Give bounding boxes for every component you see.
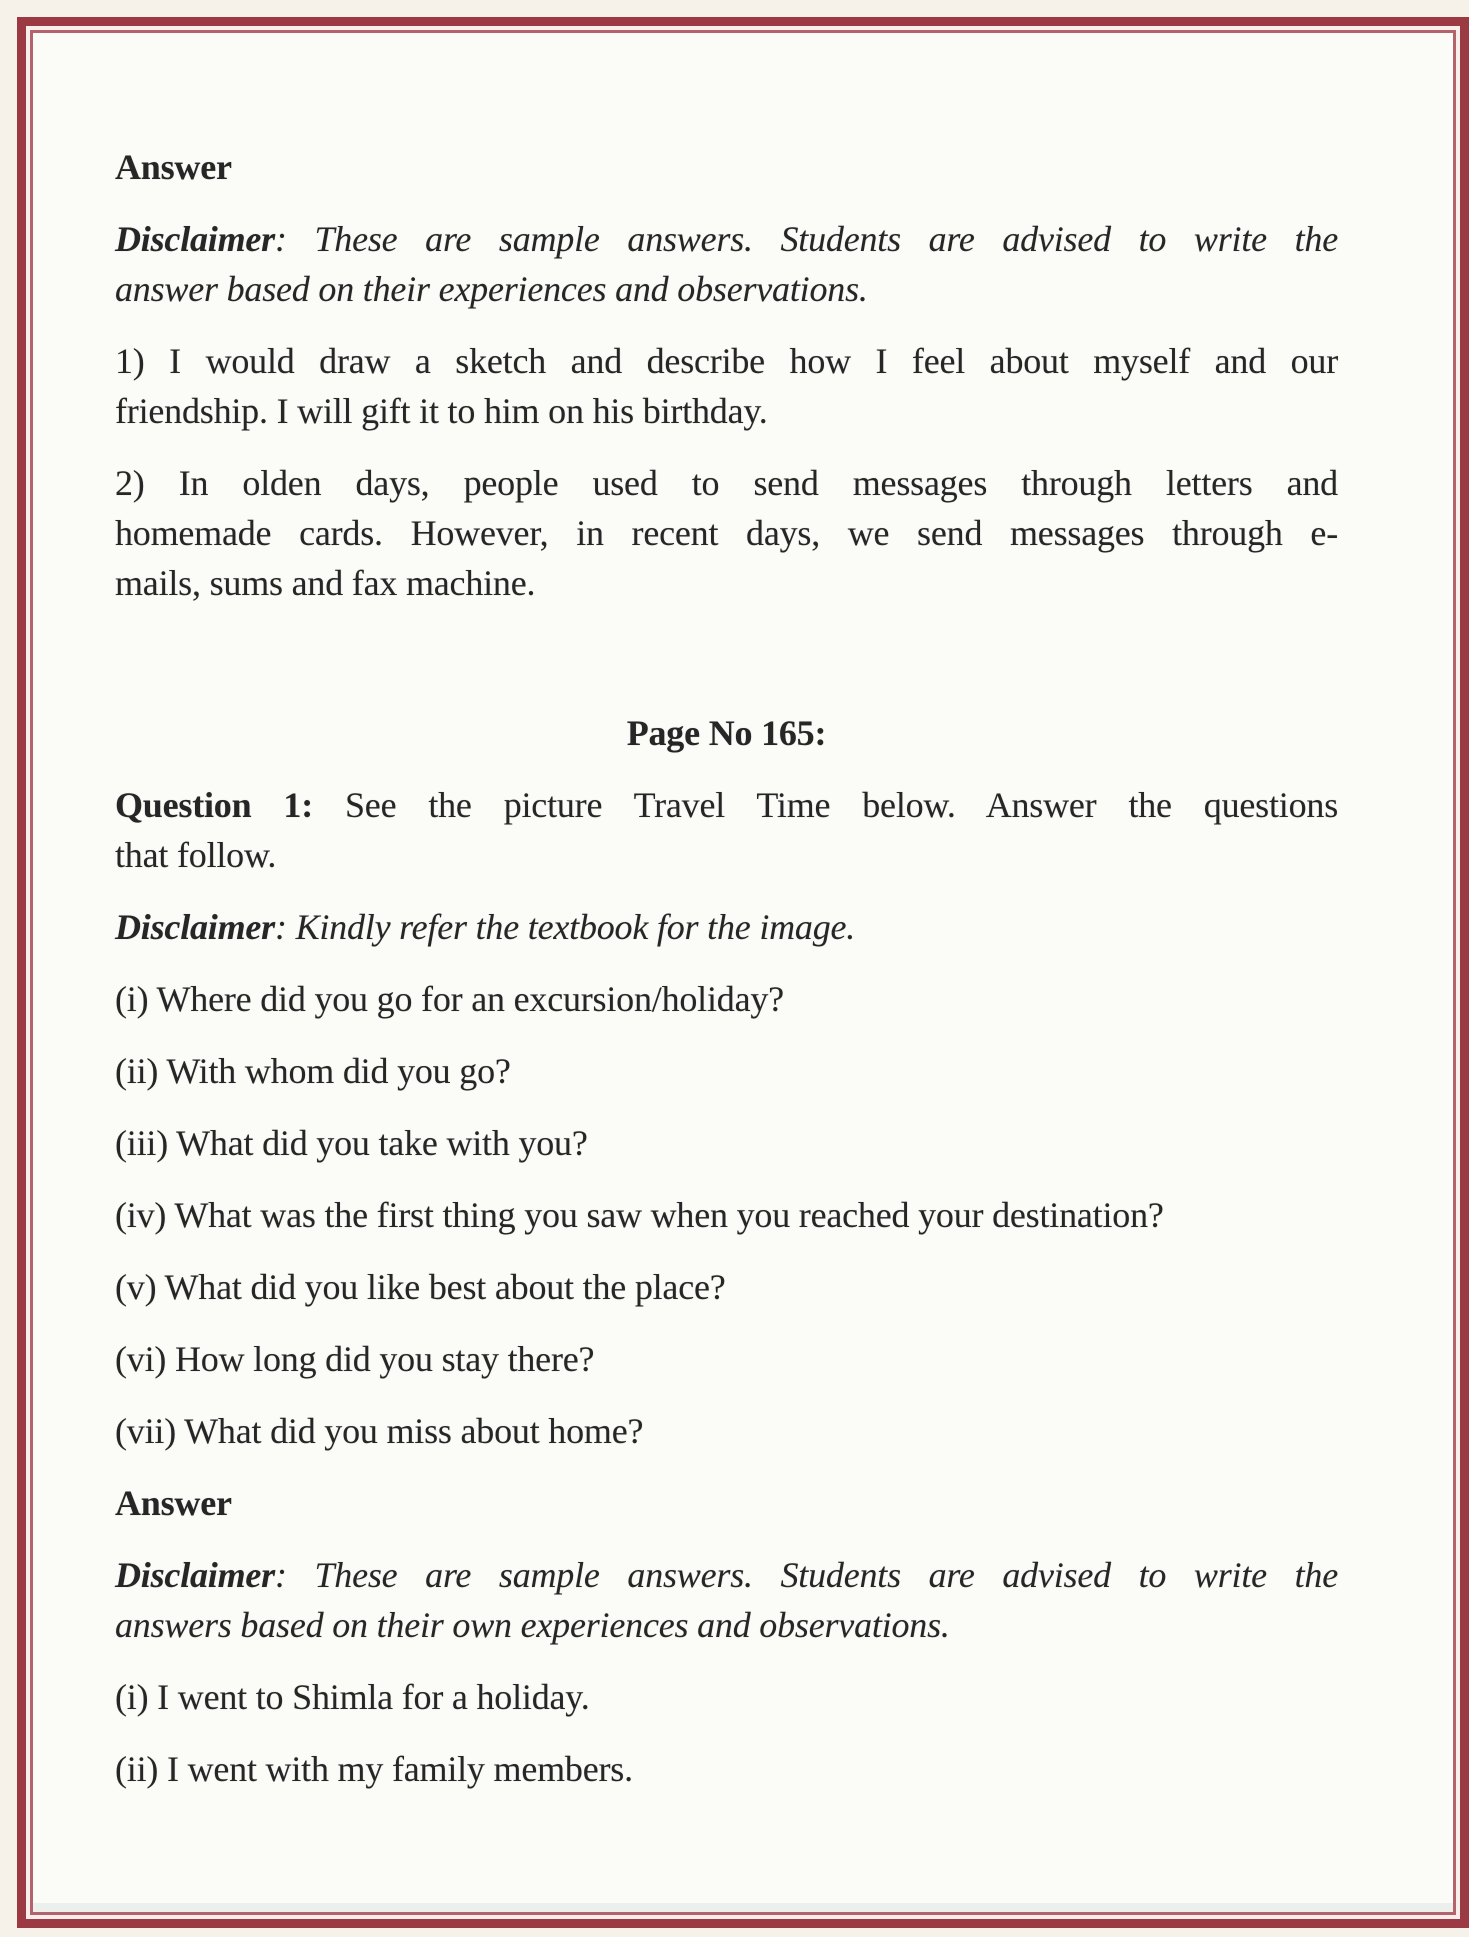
- text-segment: : Kindly refer the textbook for the image.: [274, 907, 856, 947]
- question-1-paragraph: [115, 780, 1338, 880]
- text-line: [115, 1550, 1338, 1600]
- text-line: mails, sums and fax machine.: [115, 563, 536, 603]
- disclaimer-paragraph: [115, 214, 1338, 314]
- text-line: homemade cards. However, in recent days, we send messages through e-: [115, 513, 1338, 553]
- text-line: 1) I would draw a sketch and describe how I feel about myself and our: [115, 341, 1338, 381]
- answer-heading: Answer: [115, 1483, 232, 1523]
- page-number-heading: Page No 165:: [626, 713, 827, 753]
- text-segment: See the picture Travel Time below. Answer the questions: [313, 785, 1338, 825]
- answer-point-1: [115, 336, 1338, 436]
- answer-item-ii: (ii) I went with my family members.: [115, 1749, 633, 1789]
- disclaimer-label: Disclaimer: [115, 219, 275, 259]
- question-item-ii: (ii) With whom did you go?: [115, 1051, 511, 1091]
- question-item-i: (i) Where did you go for an excursion/holiday?: [115, 979, 784, 1019]
- disclaimer-label: Disclaimer: [115, 907, 275, 947]
- text-line: that follow.: [115, 835, 277, 875]
- text-line: 2) In olden days, people used to send messages through letters and: [115, 463, 1338, 503]
- question-item-iii: (iii) What did you take with you?: [115, 1123, 588, 1163]
- scan-edge-artifact: [33, 1903, 1453, 1912]
- answer-heading: Answer: [115, 147, 232, 187]
- text-segment: : These are sample answers. Students are advised to write the: [274, 1555, 1338, 1595]
- text-line: [115, 214, 1338, 264]
- question-label: Question 1:: [115, 785, 313, 825]
- disclaimer-image-note: [115, 902, 1338, 952]
- question-item-vi: (vi) How long did you stay there?: [115, 1339, 595, 1379]
- text-line: friendship. I will gift it to him on his birthday.: [115, 391, 768, 431]
- text-segment: : These are sample answers. Students are advised to write the: [274, 219, 1338, 259]
- question-item-v: (v) What did you like best about the place?: [115, 1267, 726, 1307]
- answer-point-2: [115, 458, 1338, 608]
- question-item-vii: (vii) What did you miss about home?: [115, 1411, 644, 1451]
- text-line: [115, 780, 1338, 830]
- question-item-iv: (iv) What was the first thing you saw when you reached your destination?: [115, 1195, 1164, 1235]
- document-content: [30, 30, 1456, 1915]
- text-line: answers based on their own experiences and observations.: [115, 1605, 950, 1645]
- text-line: answer based on their experiences and observations.: [115, 269, 868, 309]
- page-border-outer: [17, 17, 1469, 1928]
- answer-item-i: (i) I went to Shimla for a holiday.: [115, 1677, 590, 1717]
- disclaimer-label: Disclaimer: [115, 1555, 275, 1595]
- disclaimer-paragraph: [115, 1550, 1338, 1650]
